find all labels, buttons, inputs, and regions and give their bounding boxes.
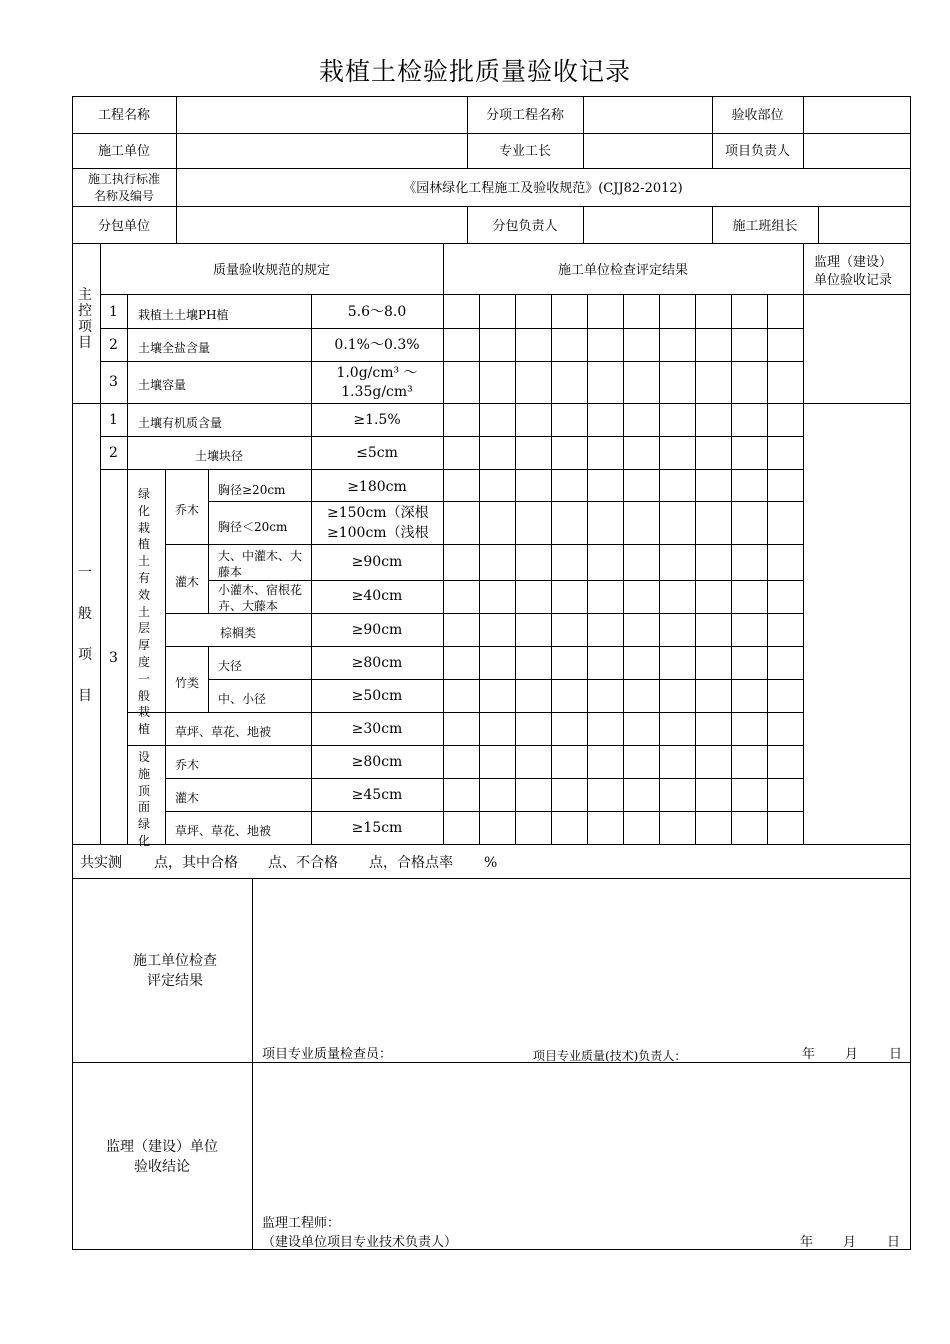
project-name-label: 工程名称 bbox=[97, 108, 150, 123]
summary-text: 点、不合格 bbox=[268, 855, 338, 871]
standard-label-line2: 名称及编号 bbox=[93, 189, 154, 203]
date-year: 年 bbox=[800, 1235, 814, 1250]
divider bbox=[72, 1062, 911, 1063]
facility-roof-group-label: 设 施 顶 面 绿 化 bbox=[137, 750, 150, 848]
check-grid-line bbox=[767, 294, 768, 844]
facility-tree-value: ≥80cm bbox=[351, 754, 403, 770]
inspector-signature-label: 项目专业质量检查员： bbox=[262, 1047, 393, 1062]
divider bbox=[208, 501, 803, 502]
divider bbox=[208, 580, 803, 581]
supervision-column-header-line2: 单位验收记录 bbox=[814, 273, 893, 288]
check-grid-line bbox=[587, 294, 588, 844]
facility-tree-name: 乔木 bbox=[175, 758, 200, 772]
main-item-name: 土壤容量 bbox=[138, 378, 187, 392]
subcontractor-label: 分包单位 bbox=[97, 219, 150, 234]
divider bbox=[100, 294, 911, 295]
divider bbox=[165, 811, 803, 812]
divider bbox=[818, 206, 819, 244]
divider bbox=[100, 361, 803, 362]
check-grid-line bbox=[515, 294, 516, 844]
bamboo-b-value: ≥50cm bbox=[351, 688, 403, 704]
tree-a-name: 胸径≥20cm bbox=[218, 483, 286, 497]
palm-name: 棕榈类 bbox=[220, 626, 257, 640]
divider bbox=[208, 646, 209, 712]
facility-lawn-name: 草坪、草花、地被 bbox=[175, 824, 272, 838]
check-grid-line bbox=[731, 294, 732, 844]
tree-b-value: ≥100cm（浅根 bbox=[327, 525, 429, 541]
main-item-no: 3 bbox=[109, 374, 118, 390]
sub-project-label: 分项工程名称 bbox=[485, 108, 564, 123]
facility-shrub-value: ≥45cm bbox=[351, 787, 403, 803]
standard-label-line1: 施工执行标准 bbox=[87, 172, 160, 186]
owner-tech-manager-note: （建设单位项目专业技术负责人） bbox=[262, 1235, 458, 1250]
main-item-name: 土壤全盐含量 bbox=[138, 341, 211, 355]
divider bbox=[100, 243, 101, 844]
divider bbox=[208, 679, 803, 680]
date-month: 月 bbox=[845, 1047, 859, 1062]
general-item-no: 3 bbox=[109, 650, 118, 666]
facility-shrub-name: 灌木 bbox=[175, 791, 200, 805]
check-column-header: 施工单位检查评定结果 bbox=[557, 263, 688, 278]
team-leader-label: 施工班组长 bbox=[732, 219, 798, 234]
border-bottom bbox=[72, 1249, 911, 1250]
lawn-value: ≥30cm bbox=[351, 721, 403, 737]
palm-value: ≥90cm bbox=[351, 622, 403, 638]
tree-b-value: ≥150cm（深根 bbox=[327, 505, 429, 521]
check-grid-line bbox=[695, 294, 696, 844]
divider bbox=[72, 403, 911, 404]
check-grid-line bbox=[479, 294, 480, 844]
border-right bbox=[910, 96, 911, 1250]
bamboo-label: 竹类 bbox=[175, 676, 200, 690]
divider bbox=[583, 206, 584, 244]
supervision-label: 验收结论 bbox=[134, 1159, 190, 1175]
shrub-label: 灌木 bbox=[175, 575, 200, 589]
divider bbox=[72, 844, 911, 845]
main-item-value: 1.35g/cm³ bbox=[341, 384, 413, 400]
shrub-a-value: ≥90cm bbox=[351, 554, 403, 570]
main-item-value: 1.0g/cm³ ～ bbox=[336, 365, 418, 381]
main-control-label: 主 控 项 目 bbox=[78, 287, 92, 351]
foreman-label: 专业工长 bbox=[498, 144, 551, 159]
subcontractor-manager-label: 分包负责人 bbox=[492, 219, 558, 234]
date-day: 日 bbox=[889, 1047, 903, 1062]
shrub-b-name: 小灌木、宿根花 bbox=[218, 583, 303, 597]
border-top bbox=[72, 96, 911, 97]
general-item-value: ≥1.5% bbox=[353, 412, 401, 428]
supervision-column-header-line1: 监理（建设） bbox=[814, 255, 893, 270]
general-item-name: 土壤有机质含量 bbox=[138, 416, 223, 430]
check-grid-line bbox=[623, 294, 624, 844]
engineer-signature-label: 监理工程师： bbox=[262, 1216, 341, 1231]
shrub-b-value: ≥40cm bbox=[351, 588, 403, 604]
divider bbox=[583, 96, 584, 169]
inspection-label: 评定结果 bbox=[147, 973, 203, 989]
divider bbox=[100, 469, 803, 470]
general-item-name: 土壤块径 bbox=[195, 449, 244, 463]
spec-column-header: 质量验收规范的规定 bbox=[212, 263, 330, 278]
tree-label: 乔木 bbox=[175, 503, 200, 517]
divider bbox=[176, 96, 177, 244]
general-label: 一 般 项 目 bbox=[78, 565, 92, 704]
shrub-b-name: 卉、大藤本 bbox=[218, 599, 279, 613]
date-year: 年 bbox=[802, 1047, 816, 1062]
main-item-no: 1 bbox=[109, 304, 118, 320]
shrub-a-name: 藤本 bbox=[218, 565, 243, 579]
divider bbox=[165, 469, 166, 844]
general-item-no: 1 bbox=[109, 412, 118, 428]
general-item-no: 2 bbox=[109, 445, 118, 461]
check-grid-line bbox=[551, 294, 552, 844]
shrub-a-name: 大、中灌木、大 bbox=[218, 549, 303, 563]
border-left bbox=[72, 96, 73, 1250]
date-month: 月 bbox=[843, 1235, 857, 1250]
divider bbox=[100, 328, 803, 329]
check-grid-line bbox=[659, 294, 660, 844]
bamboo-a-name: 大径 bbox=[218, 659, 243, 673]
main-item-value: 0.1%～0.3% bbox=[334, 337, 420, 353]
divider bbox=[252, 878, 253, 1249]
divider bbox=[72, 243, 911, 244]
tech-manager-signature-label: 项目专业质量(技术)负责人： bbox=[533, 1049, 687, 1063]
divider bbox=[72, 168, 911, 169]
summary-text: 点，合格点率 bbox=[369, 855, 453, 871]
divider bbox=[165, 778, 803, 779]
date-day: 日 bbox=[887, 1235, 901, 1250]
divider bbox=[72, 206, 911, 207]
bamboo-b-name: 中、小径 bbox=[218, 692, 267, 706]
main-item-value: 5.6～8.0 bbox=[347, 304, 407, 320]
divider bbox=[127, 294, 128, 844]
standard-value: 《园林绿化工程施工及验收规范》(CJJ82-2012) bbox=[403, 181, 683, 196]
summary-text: 共实测 bbox=[80, 855, 122, 871]
divider bbox=[165, 544, 803, 545]
divider bbox=[72, 133, 911, 134]
construction-unit-label: 施工单位 bbox=[97, 144, 150, 159]
lawn-name: 草坪、草花、地被 bbox=[175, 725, 272, 739]
divider bbox=[100, 436, 803, 437]
main-item-name: 栽植土土壤PH植 bbox=[138, 308, 229, 322]
main-item-no: 2 bbox=[109, 337, 118, 353]
green-planting-group-label: 绿 化 栽 植 土 有 效 土 层 厚 度 一 般 栽 植 bbox=[137, 487, 150, 737]
project-manager-label: 项目负责人 bbox=[724, 144, 790, 159]
inspection-label: 施工单位检查 bbox=[133, 953, 217, 969]
divider bbox=[165, 646, 803, 647]
tree-b-name: 胸径＜20cm bbox=[218, 520, 288, 534]
page-title: 栽植土检验批质量验收记录 bbox=[318, 57, 631, 86]
supervision-label: 监理（建设）单位 bbox=[106, 1139, 218, 1155]
divider bbox=[803, 96, 804, 169]
tree-a-value: ≥180cm bbox=[347, 479, 407, 495]
summary-text: 点，其中合格 bbox=[154, 855, 238, 871]
summary-text: % bbox=[484, 855, 498, 871]
divider bbox=[208, 469, 209, 613]
divider bbox=[803, 243, 804, 844]
general-item-value: ≤5cm bbox=[356, 445, 398, 461]
acceptance-part-label: 验收部位 bbox=[731, 108, 784, 123]
facility-lawn-value: ≥15cm bbox=[351, 820, 403, 836]
bamboo-a-value: ≥80cm bbox=[351, 655, 403, 671]
divider bbox=[127, 745, 803, 746]
divider bbox=[72, 878, 911, 879]
divider bbox=[127, 712, 803, 713]
